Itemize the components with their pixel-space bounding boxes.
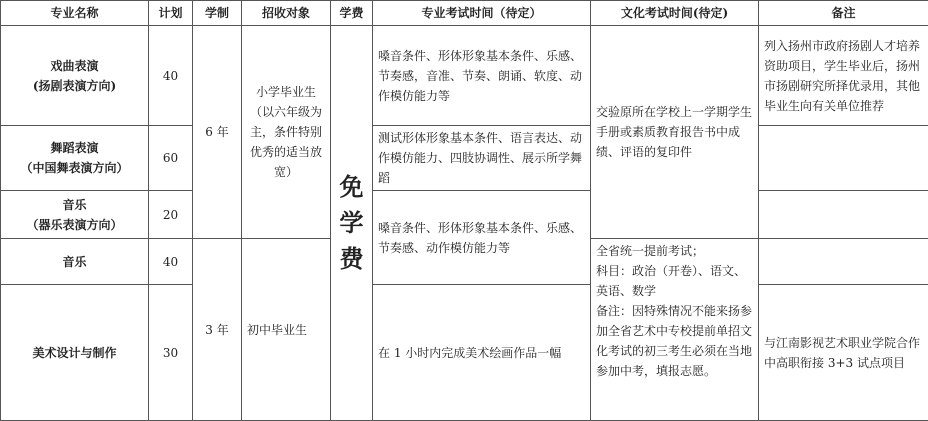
remarks-cell (759, 126, 928, 191)
culture-line: 全省统一提前考试； (596, 241, 753, 261)
remarks-cell (759, 239, 928, 285)
fee-char: 免 (336, 169, 367, 205)
culture-line: 备注：因特殊情况不能来扬参加全省艺术中专校提前单招文化考试的初三考生必须在当地参加中考，填报志愿。 (596, 301, 753, 381)
exam-cell: 嗓音条件、形体形象基本条件、乐感、节奏感，音准、节奏、朗诵、软度、动作模仿能力等 (373, 26, 591, 126)
plan-cell: 60 (149, 126, 193, 191)
target-cell: 小学毕业生（以六年级为主，条件特别优秀的适当放宽） (242, 26, 331, 239)
major-direction: (扬剧表演方向) (6, 76, 143, 96)
header-remarks: 备注 (759, 1, 928, 26)
plan-cell: 40 (149, 26, 193, 126)
table-row (1, 26, 928, 126)
major-cell (1, 26, 149, 126)
target-cell: 初中毕业生 (242, 239, 331, 421)
culture-cell (591, 239, 759, 421)
exam-cell: 在 1 小时内完成美术绘画作品一幅 (373, 285, 591, 421)
remarks-cell: 列入扬州市政府扬剧人才培养资助项目，学生毕业后，扬州市扬剧研究所择优录用，其他毕业生向有关单位推荐 (759, 26, 928, 126)
header-plan: 计划 (149, 1, 193, 26)
table-row (1, 285, 928, 421)
exam-cell: 嗓音条件、形体形象基本条件、乐感、节奏感、动作模仿能力等 (373, 191, 591, 285)
header-row (1, 1, 928, 26)
major-name: 戏曲表演 (6, 56, 143, 76)
major-cell (1, 191, 149, 239)
header-target: 招收对象 (242, 1, 331, 26)
duration-cell: 3 年 (193, 239, 242, 421)
major-direction: （中国舞表演方向） (6, 158, 143, 178)
major-name: 美术设计与制作 (6, 343, 143, 363)
plan-cell: 30 (149, 285, 193, 421)
plan-cell: 40 (149, 239, 193, 285)
plan-cell: 20 (149, 191, 193, 239)
major-direction: （器乐表演方向） (6, 215, 143, 235)
major-cell (1, 285, 149, 421)
major-cell (1, 126, 149, 191)
header-major: 专业名称 (1, 1, 149, 26)
remarks-cell: 与江南影视艺术职业学院合作中高职衔接 3+3 试点项目 (759, 285, 928, 421)
header-duration: 学制 (193, 1, 242, 26)
major-cell (1, 239, 149, 285)
table-row (1, 126, 928, 191)
culture-line: 科目：政治（开卷）、语文、英语、数学 (596, 261, 753, 301)
fee-char: 学 (336, 205, 367, 241)
header-exam-time: 专业考试时间（待定） (373, 1, 591, 26)
header-culture-time: 文化考试时间(待定) (591, 1, 759, 26)
duration-cell: 6 年 (193, 26, 242, 239)
culture-cell: 交验原所在学校上一学期学生手册或素质教育报告书中成绩、评语的复印件 (591, 26, 759, 239)
remarks-cell (759, 191, 928, 239)
fee-cell (331, 26, 373, 421)
table-row (1, 191, 928, 239)
header-fee: 学费 (331, 1, 373, 26)
major-name: 舞蹈表演 (6, 138, 143, 158)
fee-char: 费 (336, 241, 367, 277)
major-name: 音乐 (6, 195, 143, 215)
exam-cell: 测试形体形象基本条件、语言表达、动作模仿能力、四肢协调性、展示所学舞蹈 (373, 126, 591, 191)
major-name: 音乐 (6, 252, 143, 272)
